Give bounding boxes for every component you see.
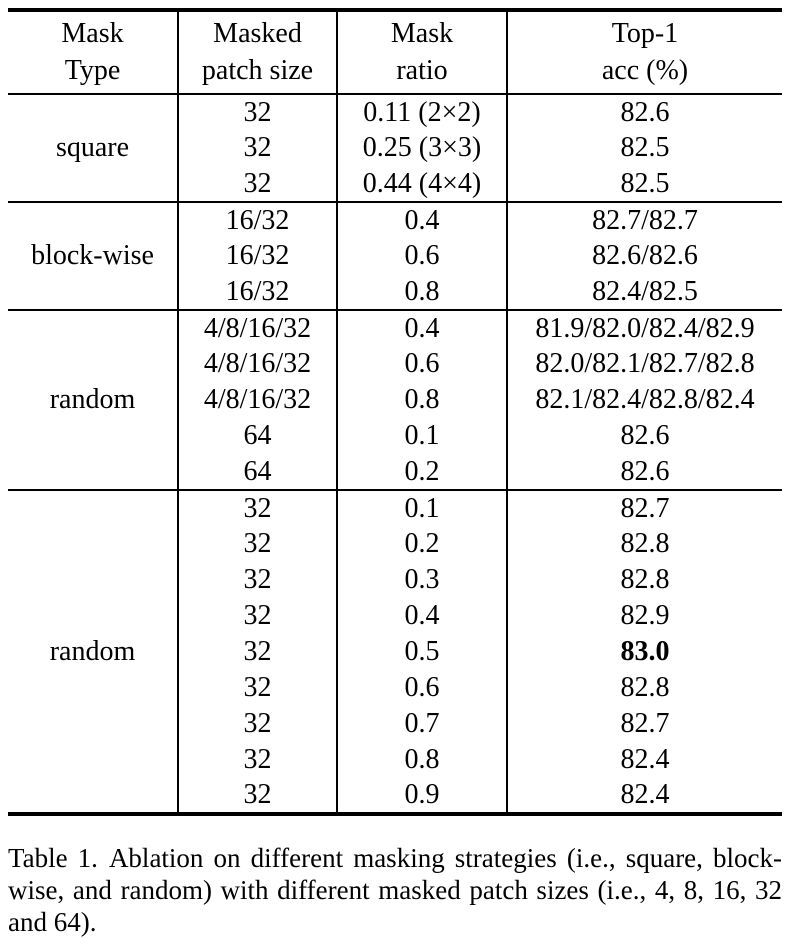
header-line: Mask bbox=[61, 18, 124, 49]
cell-mask-ratio: 0.11 (2×2) bbox=[337, 94, 507, 130]
cell-patch-size: 32 bbox=[178, 742, 337, 778]
cell-patch-size: 32 bbox=[178, 634, 337, 670]
cell-patch-size: 32 bbox=[178, 526, 337, 562]
cell-top1-acc: 82.0/82.1/82.7/82.8 bbox=[507, 346, 782, 382]
cell-mask-ratio: 0.5 bbox=[337, 634, 507, 670]
cell-mask-ratio: 0.6 bbox=[337, 238, 507, 274]
cell-top1-acc: 82.5 bbox=[507, 130, 782, 166]
cell-top1-acc: 82.6 bbox=[507, 454, 782, 490]
cell-patch-size: 64 bbox=[178, 418, 337, 454]
cell-mask-type: block-wise bbox=[31, 240, 154, 271]
header-line: ratio bbox=[396, 55, 448, 86]
cell-mask-ratio: 0.4 bbox=[337, 310, 507, 346]
cell-mask-ratio: 0.2 bbox=[337, 526, 507, 562]
header-row bbox=[8, 10, 782, 94]
cell-top1-acc: 82.4 bbox=[507, 778, 782, 814]
cell-patch-size: 32 bbox=[178, 598, 337, 634]
cell-top1-acc: 82.6/82.6 bbox=[507, 238, 782, 274]
cell-patch-size: 16/32 bbox=[178, 238, 337, 274]
header-line: Top-1 bbox=[611, 18, 679, 49]
cell-top1-acc: 82.8 bbox=[507, 670, 782, 706]
header-mask-type bbox=[8, 10, 178, 94]
cell-mask-ratio: 0.4 bbox=[337, 202, 507, 238]
cell-patch-size: 32 bbox=[178, 94, 337, 130]
cell-patch-size: 4/8/16/32 bbox=[178, 382, 337, 418]
cell-mask-ratio: 0.44 (4×4) bbox=[337, 166, 507, 202]
cell-top1-acc: 82.5 bbox=[507, 166, 782, 202]
cell-patch-size: 16/32 bbox=[178, 274, 337, 310]
cell-mask-ratio: 0.8 bbox=[337, 382, 507, 418]
cell-top1-acc: 82.9 bbox=[507, 598, 782, 634]
cell-patch-size: 32 bbox=[178, 670, 337, 706]
table-row bbox=[8, 490, 782, 526]
cell-patch-size: 64 bbox=[178, 454, 337, 490]
cell-top1-acc: 81.9/82.0/82.4/82.9 bbox=[507, 310, 782, 346]
table-row bbox=[8, 310, 782, 346]
cell-mask-ratio: 0.6 bbox=[337, 670, 507, 706]
cell-patch-size: 32 bbox=[178, 166, 337, 202]
cell-patch-size: 32 bbox=[178, 130, 337, 166]
cell-mask-type: random bbox=[49, 635, 136, 667]
cell-patch-size: 4/8/16/32 bbox=[178, 310, 337, 346]
table-section bbox=[8, 94, 782, 202]
cell-patch-size: 32 bbox=[178, 490, 337, 526]
cell-top1-acc: 82.4/82.5 bbox=[507, 274, 782, 310]
ablation-table bbox=[8, 8, 782, 816]
cell-patch-size: 16/32 bbox=[178, 202, 337, 238]
cell-mask-ratio: 0.9 bbox=[337, 778, 507, 814]
header-patch-size bbox=[178, 10, 337, 94]
cell-patch-size: 32 bbox=[178, 562, 337, 598]
cell-top1-acc: 82.6 bbox=[507, 418, 782, 454]
table-row bbox=[8, 202, 782, 238]
cell-mask-type: random bbox=[49, 384, 136, 415]
cell-patch-size: 32 bbox=[178, 706, 337, 742]
cell-mask-ratio: 0.8 bbox=[337, 742, 507, 778]
cell-mask-type: square bbox=[55, 132, 130, 163]
header-line: Type bbox=[64, 55, 121, 86]
cell-top1-acc: 82.6 bbox=[507, 94, 782, 130]
cell-mask-ratio: 0.6 bbox=[337, 346, 507, 382]
cell-top1-acc: 82.7 bbox=[507, 490, 782, 526]
header-line: Mask bbox=[390, 18, 454, 49]
header-line: acc (%) bbox=[601, 55, 689, 86]
cell-mask-ratio: 0.3 bbox=[337, 562, 507, 598]
cell-top1-acc: 82.4 bbox=[507, 742, 782, 778]
cell-top1-acc: 82.8 bbox=[507, 526, 782, 562]
caption-label: Table 1. bbox=[8, 843, 98, 873]
cell-mask-ratio: 0.1 bbox=[337, 490, 507, 526]
header-mask-ratio bbox=[337, 10, 507, 94]
cell-top1-acc: 82.7/82.7 bbox=[507, 202, 782, 238]
cell-top1-acc: 82.8 bbox=[507, 562, 782, 598]
cell-patch-size: 32 bbox=[178, 778, 337, 814]
header-line: Masked bbox=[213, 18, 302, 49]
table-header bbox=[8, 10, 782, 94]
table-caption bbox=[8, 842, 782, 938]
caption-text: Ablation on different masking strategies (i.e., square, block-wise, and random) with different masked patch sizes (i.e., 4, 8, 16, 32 and 64). bbox=[8, 843, 782, 937]
table-section bbox=[8, 490, 782, 814]
cell-top1-acc: 82.7 bbox=[507, 706, 782, 742]
table-section bbox=[8, 202, 782, 310]
cell-top1-acc: 83.0 bbox=[507, 634, 782, 670]
cell-mask-ratio: 0.8 bbox=[337, 274, 507, 310]
header-line: patch size bbox=[201, 55, 314, 86]
header-top1-acc bbox=[507, 10, 782, 94]
table-row bbox=[8, 94, 782, 130]
cell-patch-size: 4/8/16/32 bbox=[178, 346, 337, 382]
cell-mask-ratio: 0.4 bbox=[337, 598, 507, 634]
table-section bbox=[8, 310, 782, 490]
cell-mask-ratio: 0.7 bbox=[337, 706, 507, 742]
cell-top1-acc: 82.1/82.4/82.8/82.4 bbox=[507, 382, 782, 418]
cell-mask-ratio: 0.1 bbox=[337, 418, 507, 454]
cell-mask-ratio: 0.2 bbox=[337, 454, 507, 490]
cell-mask-ratio: 0.25 (3×3) bbox=[337, 130, 507, 166]
